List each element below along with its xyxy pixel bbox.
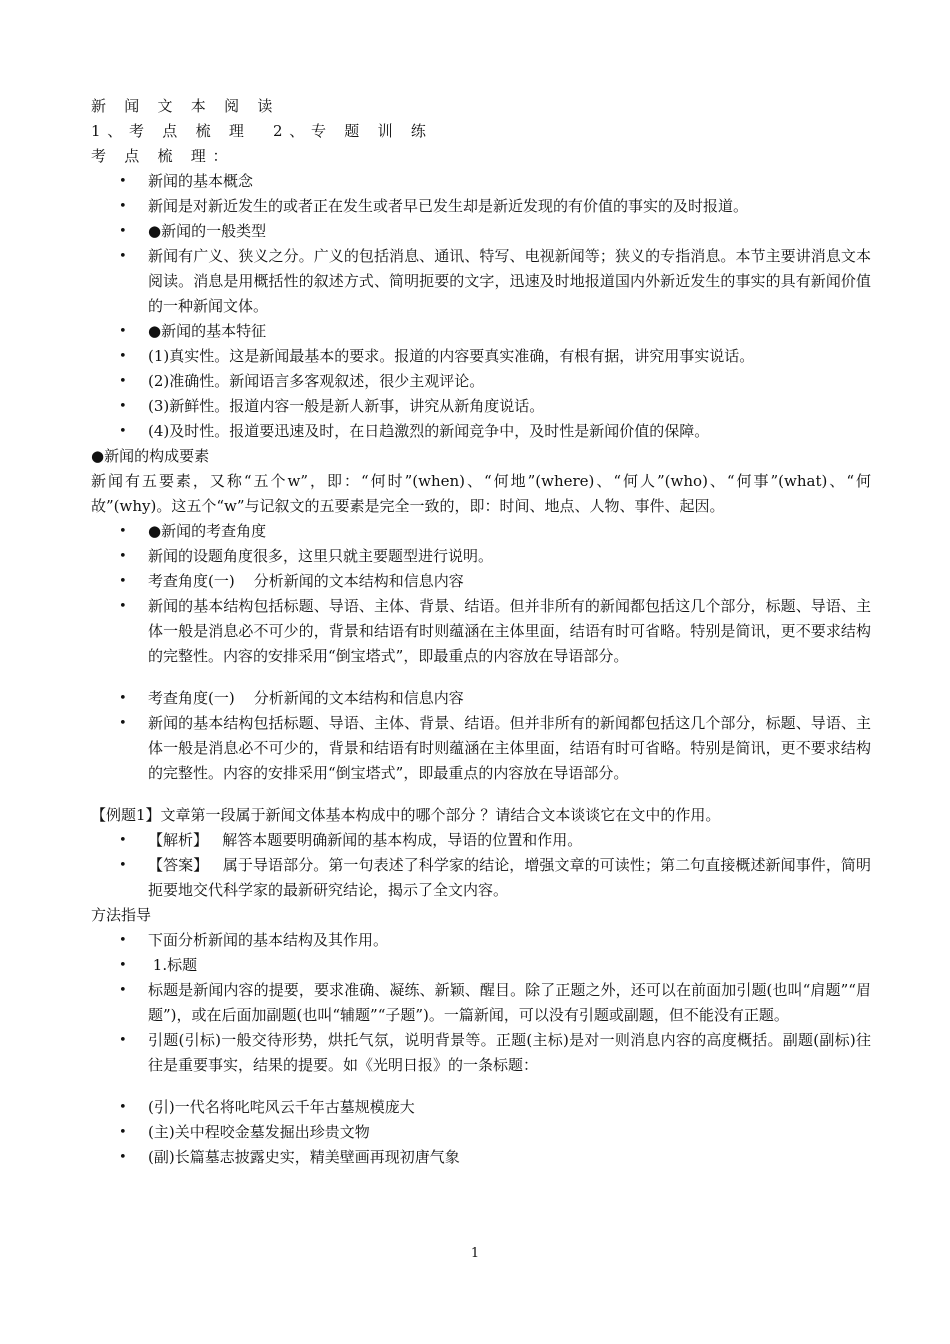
list-item: • (副)长篇墓志披露史实，精美壁画再现初唐气象 [91, 1145, 871, 1170]
list-item: • 下面分析新闻的基本结构及其作用。 [91, 928, 871, 953]
bullet-list-4 [91, 828, 871, 903]
bullet-icon: • [119, 399, 127, 414]
bullet-icon: • [119, 224, 127, 239]
spacer [91, 786, 871, 803]
bullet-icon: • [119, 174, 127, 189]
list-item: • (引)一代名将叱咤风云千年古墓规模庞大 [91, 1095, 871, 1120]
list-item: • (4)及时性。报道要迅速及时，在日趋激烈的新闻竞争中，及时性是新闻价值的保障。 [91, 419, 871, 444]
bullet-icon: • [119, 716, 127, 731]
list-item: • 1.标题 [91, 953, 871, 978]
list-item: • ●新闻的基本特征 [91, 319, 871, 344]
bullet-icon: • [119, 691, 127, 706]
list-item: • 考查角度(一) 分析新闻的文本结构和信息内容 [91, 569, 871, 594]
method-heading: 方法指导 [91, 906, 152, 924]
bullet-icon: • [119, 933, 127, 948]
list-item: • 新闻的基本概念 [91, 169, 871, 194]
nav-item-2: 2、专 题 训 练 [273, 122, 433, 140]
bullet-icon: • [119, 324, 127, 339]
page-number: 1 [470, 1246, 480, 1261]
list-item: • (2)准确性。新闻语言多客观叙述，很少主观评论。 [91, 369, 871, 394]
list-item: • 【解析】 解答本题要明确新闻的基本构成，导语的位置和作用。 [91, 828, 871, 853]
outline-nav [91, 119, 871, 144]
list-item: • 新闻的基本结构包括标题、导语、主体、背景、结语。但并非所有的新闻都包括这几个部分，标题、导语、主体一般是消息必不可少的，背景和结语有时则蕴涵在主体里面，结语有时可省略。特别是简讯，更不要求结构的完整性。内容的安排采用“倒宝塔式”，即最重点的内容放在导语部分。 [91, 594, 871, 669]
bullet-icon: • [119, 1100, 127, 1115]
bullet-icon: • [119, 858, 127, 873]
bullet-icon: • [119, 199, 127, 214]
bullet-icon: • [119, 1150, 127, 1165]
spacer [91, 669, 871, 686]
bullet-icon: • [119, 549, 127, 564]
bullet-icon: • [119, 983, 127, 998]
list-item: • 考查角度(一) 分析新闻的文本结构和信息内容 [91, 686, 871, 711]
elements-paragraph: 新闻有五要素，又称“五个w”，即：“何时”(when)、“何地”(where)、“何人”(who)、“何事”(what)、“何故”(why)。这五个“w”与记叙文的五要素是完全一致的，即：时间、地点、人物、事件、起因。 [91, 472, 871, 515]
bullet-icon: • [119, 599, 127, 614]
bullet-list-5 [91, 928, 871, 1078]
list-item: • 标题是新闻内容的提要，要求准确、凝练、新颖、醒目。除了正题之外，还可以在前面加引题(也叫“肩题”“眉题”)，或在后面加副题(也叫“辅题”“子题”)。一篇新闻，可以没有引题或副题，但不能没有正题。 [91, 978, 871, 1028]
list-item: • 【答案】 属于导语部分。第一句表述了科学家的结论，增强文章的可读性；第二句直接概述新闻事件，简明扼要地交代科学家的最新研究结论，揭示了全文内容。 [91, 853, 871, 903]
bullet-icon: • [119, 1125, 127, 1140]
content [91, 94, 871, 1170]
bullet-list-3 [91, 686, 871, 786]
example-question: 【例题1】文章第一段属于新闻文体基本构成中的哪个部分 ？请结合文本谈谈它在文中的作用。 [91, 806, 721, 824]
bullet-icon: • [119, 374, 127, 389]
bullet-icon: • [119, 349, 127, 364]
bullet-list-2 [91, 519, 871, 669]
list-item: • (3)新鲜性。报道内容一般是新人新事，讲究从新角度说话。 [91, 394, 871, 419]
list-item: • 新闻是对新近发生的或者正在发生或者早已发生却是新近发现的有价值的事实的及时报道。 [91, 194, 871, 219]
section-label: 考 点 梳 理： [91, 147, 235, 165]
bullet-icon: • [119, 424, 127, 439]
list-item: • ●新闻的考查角度 [91, 519, 871, 544]
list-item: • (1)真实性。这是新闻最基本的要求。报道的内容要真实准确，有根有据，讲究用事实说话。 [91, 344, 871, 369]
list-item: • (主)关中程咬金墓发掘出珍贵文物 [91, 1120, 871, 1145]
list-item: • ●新闻的一般类型 [91, 219, 871, 244]
bullet-list-1 [91, 169, 871, 444]
bullet-icon: • [119, 249, 127, 264]
bullet-list-6 [91, 1095, 871, 1170]
elements-heading: ●新闻的构成要素 [91, 447, 210, 465]
bullet-icon: • [119, 524, 127, 539]
nav-item-1: 1、考 点 梳 理 [91, 122, 251, 140]
spacer [91, 1078, 871, 1095]
list-item: • 新闻有广义、狭义之分。广义的包括消息、通讯、特写、电视新闻等；狭义的专指消息。本节主要讲消息文本阅读。消息是用概括性的叙述方式、简明扼要的文字，迅速及时地报道国内外新近发生的事实的具有新闻价值的一种新闻文体。 [91, 244, 871, 319]
bullet-icon: • [119, 958, 127, 973]
list-item: • 引题(引标)一般交待形势，烘托气氛，说明背景等。正题(主标)是对一则消息内容的高度概括。副题(副标)往往是重要事实，结果的提要。如《光明日报》的一条标题： [91, 1028, 871, 1078]
list-item: • 新闻的基本结构包括标题、导语、主体、背景、结语。但并非所有的新闻都包括这几个部分，标题、导语、主体一般是消息必不可少的，背景和结语有时则蕴涵在主体里面，结语有时可省略。特别是简讯，更不要求结构的完整性。内容的安排采用“倒宝塔式”，即最重点的内容放在导语部分。 [91, 711, 871, 786]
list-item: • 新闻的设题角度很多，这里只就主要题型进行说明。 [91, 544, 871, 569]
doc-title: 新 闻 文 本 阅 读 [91, 97, 280, 115]
bullet-icon: • [119, 574, 127, 589]
bullet-icon: • [119, 833, 127, 848]
bullet-icon: • [119, 1033, 127, 1048]
